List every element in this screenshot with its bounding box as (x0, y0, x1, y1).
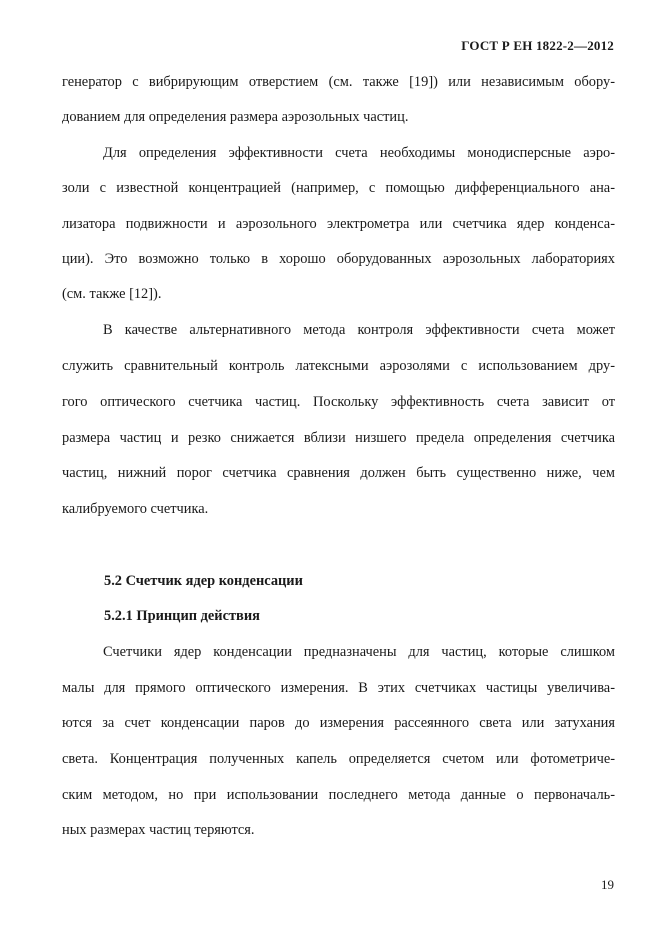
document-header: ГОСТ Р ЕН 1822-2—2012 (461, 38, 614, 53)
paragraph-line: Счетчики ядер конденсации предназначены для частиц, которые слишком (103, 644, 615, 660)
subsection-heading: 5.2.1 Принцип действия (104, 608, 260, 624)
paragraph-line: ским методом, но при использовании последнего метода данные о первоначаль- (62, 787, 615, 803)
paragraph-line: размера частиц и резко снижается вблизи низшего предела определения счетчика (62, 430, 615, 446)
section-heading: 5.2 Счетчик ядер конденсации (104, 573, 303, 589)
paragraph-line: дованием для определения размера аэрозольных частиц. (62, 109, 409, 125)
paragraph-line: генератор с вибрирующим отверстием (см. также [19]) или независимым обору- (62, 74, 615, 90)
paragraph-line: Для определения эффективности счета необходимы монодисперсные аэро- (103, 145, 615, 161)
paragraph-line: ных размерах частиц теряются. (62, 822, 255, 838)
paragraph-line: В качестве альтернативного метода контроля эффективности счета может (103, 322, 615, 338)
paragraph-line: гого оптического счетчика частиц. Поскольку эффективность счета зависит от (62, 394, 615, 410)
paragraph-line: частиц, нижний порог счетчика сравнения должен быть существенно ниже, чем (62, 465, 615, 481)
paragraph-line: (см. также [12]). (62, 286, 162, 302)
paragraph-line: служить сравнительный контроль латексными аэрозолями с использованием дру- (62, 358, 615, 374)
paragraph-line: золи с известной концентрацией (например, с помощью дифференциального ана- (62, 180, 615, 196)
paragraph-line: ются за счет конденсации паров до измерения рассеянного света или затухания (62, 715, 615, 731)
paragraph-line: лизатора подвижности и аэрозольного электрометра или счетчика ядер конденса- (62, 216, 615, 232)
page-number: 19 (601, 877, 614, 892)
paragraph-line: ции). Это возможно только в хорошо оборудованных аэрозольных лабораториях (62, 251, 615, 267)
paragraph-line: калибруемого счетчика. (62, 501, 209, 517)
paragraph-line: света. Концентрация полученных капель определяется счетом или фотометриче- (62, 751, 615, 767)
paragraph-line: малы для прямого оптического измерения. В этих счетчиках частицы увеличива- (62, 680, 615, 696)
